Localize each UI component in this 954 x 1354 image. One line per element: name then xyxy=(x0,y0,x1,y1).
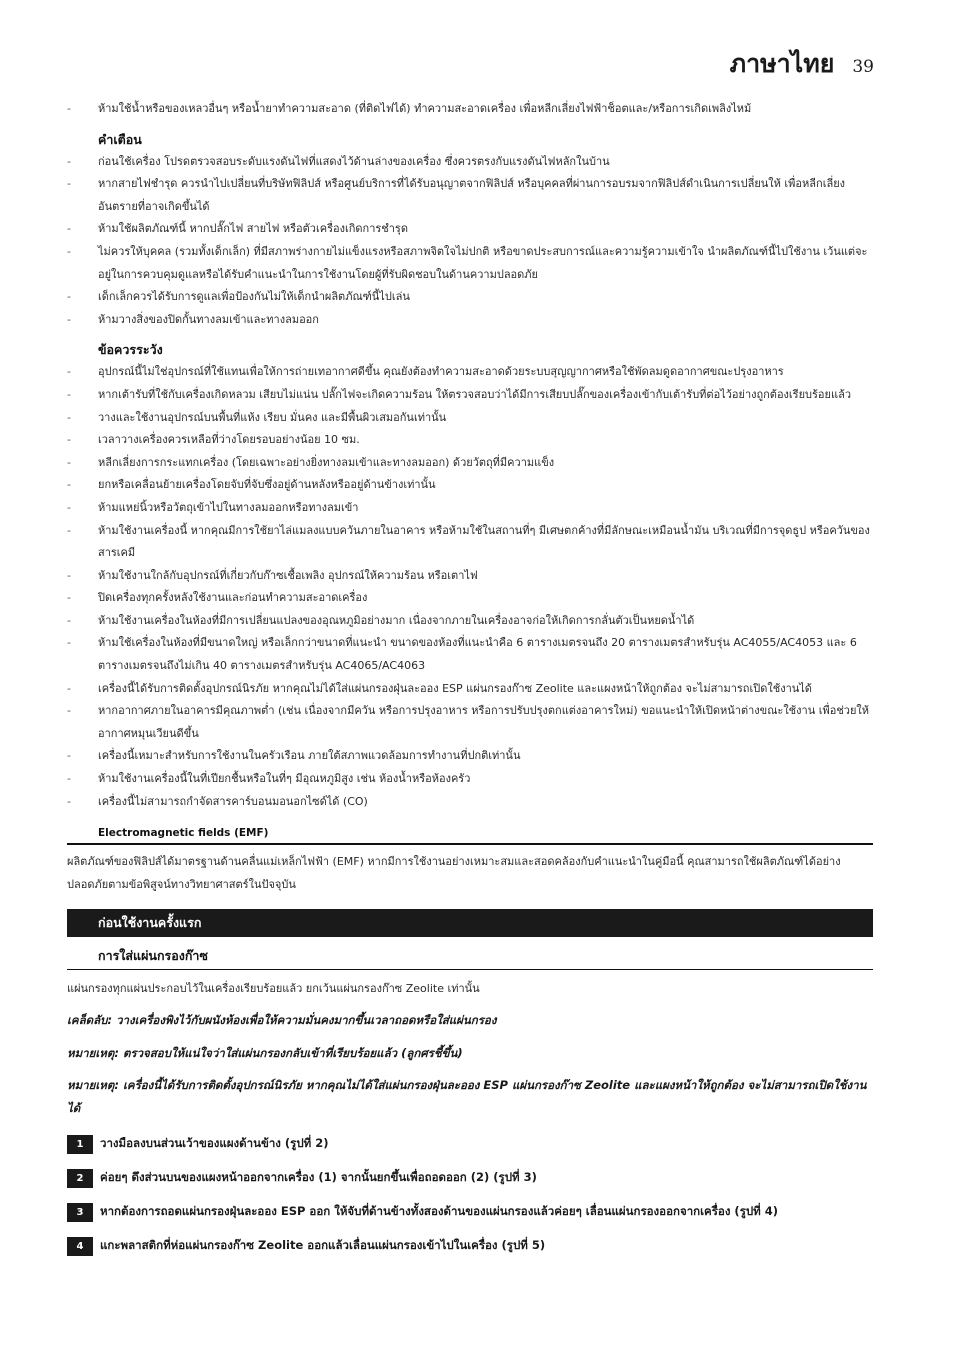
page-number: 39 xyxy=(852,57,874,77)
step-number: 4 xyxy=(67,1237,93,1256)
step-number: 3 xyxy=(67,1203,93,1222)
list-item: - เด็กเล็กควรได้รับการดูแลเพื่อป้องกันไม่ให้เด็กนำผลิตภัณฑ์นี้ไปเล่น xyxy=(67,286,873,309)
note-text: หมายเหตุ: ตรวจสอบให้แน่ใจว่าใส่แผ่นกรองกลับเข้าที่เรียบร้อยแล้ว (ลูกศรชี้ขึ้น) xyxy=(67,1045,463,1060)
list-item: - ห้ามแหย่นิ้วหรือวัตถุเข้าไปในทางลมออกหรือทางลมเข้า xyxy=(67,497,873,520)
list-item: - หากสายไฟชำรุด ควรนำไปเปลี่ยนที่บริษัทฟิลิปส์ หรือศูนย์บริการที่ได้รับอนุญาตจากฟิลิปส์ หรือบุคคลที่ผ่านการอบรมจากฟิลิปส์ดำเนินการเปลี่ยนให้ เพื่อหลีกเลี่ยงอันตรายที่อาจเกิดขึ้นได้ xyxy=(67,173,873,218)
step-text: ค่อยๆ ดึงส่วนบนของแผงหน้าออกจากเครื่อง (1) จากนั้นยกขึ้นเพื่อถอดออก (2) (รูปที่ 3) xyxy=(100,1170,537,1185)
step-item xyxy=(67,1167,873,1189)
page-content xyxy=(67,98,873,1257)
list-item: - ห้ามใช้งานใกล้กับอุปกรณ์ที่เกี่ยวกับก๊าซเชื้อเพลิง อุปกรณ์ให้ความร้อน หรือเตาไฟ xyxy=(67,565,873,588)
caution-heading: ข้อควรระวัง xyxy=(98,342,163,358)
tip-text: เคล็ดลับ: วางเครื่องพิงไว้กับผนังห้องเพื่อให้ความมั่นคงมากขึ้นเวลาถอดหรือใส่แผ่นกรอง xyxy=(67,1013,497,1027)
list-item: - ปิดเครื่องทุกครั้งหลังใช้งานและก่อนทำความสะอาดเครื่อง xyxy=(67,587,873,610)
step-item xyxy=(67,1133,873,1155)
list-item: - หากเต้ารับที่ใช้กับเครื่องเกิดหลวม เสียบไม่แน่น ปลั๊กไฟจะเกิดความร้อน ให้ตรวจสอบว่าได้มีการเสียบปลั๊กของเครื่องเข้ากับเต้ารับที่ต่อไว้อย่างถูกต้องเรียบร้อยแล้ว xyxy=(67,384,873,407)
list-item: - ก่อนใช้เครื่อง โปรดตรวจสอบระดับแรงดันไฟที่แสดงไว้ด้านล่างของเครื่อง ซึ่งควรตรงกับแรงดันไฟหลักในบ้าน xyxy=(67,151,873,174)
list-item: - ห้ามใช้ผลิตภัณฑ์นี้ หากปลั๊กไฟ สายไฟ หรือตัวเครื่องเกิดการชำรุด xyxy=(67,218,873,241)
list-item: - เวลาวางเครื่องควรเหลือที่ว่างโดยรอบอย่างน้อย 10 ซม. xyxy=(67,429,873,452)
step-item xyxy=(67,1201,873,1223)
list-item: - วางและใช้งานอุปกรณ์บนพื้นที่แห้ง เรียบ มั่นคง และมีพื้นผิวเสมอกันเท่านั้น xyxy=(67,407,873,430)
list-item: - ห้ามใช้น้ำหรือของเหลวอื่นๆ หรือน้ำยาทำความสะอาด (ที่ติดไฟได้) ทำความสะอาดเครื่อง เพื่อหลีกเลี่ยงไฟฟ้าช็อตและ/หรือการเกิดเพลิงไหม้ xyxy=(67,98,873,121)
emf-paragraph: ผลิตภัณฑ์ของฟิลิปส์ได้มาตรฐานด้านคลื่นแม่เหล็กไฟฟ้า (EMF) หากมีการใช้งานอย่างเหมาะสมและสอดคล้องกับคำแนะนำในคู่มือนี้ คุณสามารถใช้ผลิตภัณฑ์ได้อย่างปลอดภัยตามข้อพิสูจน์ทางวิทยาศาสตร์ในปัจจุบัน xyxy=(67,855,841,891)
note-text: หมายเหตุ: เครื่องนี้ได้รับการติดตั้งอุปกรณ์นิรภัย หากคุณไม่ได้ใส่แผ่นกรองฝุ่นละออง ESP แผ่นกรองก๊าซ Zeolite และแผงหน้าให้ถูกต้อง จะไม่สามารถเปิดใช้งานได้ xyxy=(67,1078,867,1115)
intro-paragraph: แผ่นกรองทุกแผ่นประกอบไว้ในเครื่องเรียบร้อยแล้ว ยกเว้นแผ่นกรองก๊าซ Zeolite เท่านั้น xyxy=(67,982,480,996)
list-item: - ยกหรือเคลื่อนย้ายเครื่องโดยจับที่จับซึ่งอยู่ด้านหลังหรืออยู่ด้านข้างเท่านั้น xyxy=(67,474,873,497)
page-header xyxy=(730,44,874,84)
language-title: ภาษาไทย xyxy=(729,49,835,78)
list-item: - ห้ามใช้งานเครื่องนี้ หากคุณมีการใช้ยาไล่แมลงแบบควันภายในอาคาร หรือห้ามใช้ในสถานที่ๆ มีเศษตกค้างที่มีลักษณะเหมือนน้ำมัน บริเวณที่มีการจุดธูป หรือควันของสารเคมี xyxy=(67,520,873,565)
list-item: - เครื่องนี้ไม่สามารถกำจัดสารคาร์บอนมอนอกไซด์ได้ (CO) xyxy=(67,791,873,814)
list-item: - หลีกเลี่ยงการกระแทกเครื่อง (โดยเฉพาะอย่างยิ่งทางลมเข้าและทางลมออก) ด้วยวัตถุที่มีความแข็ง xyxy=(67,452,873,475)
step-text: วางมือลงบนส่วนเว้าของแผงด้านข้าง (รูปที่ 2) xyxy=(100,1136,329,1151)
step-number: 1 xyxy=(67,1135,93,1154)
emf-heading: Electromagnetic fields (EMF) xyxy=(67,823,873,845)
list-item: - ไม่ควรให้บุคคล (รวมทั้งเด็กเล็ก) ที่มีสภาพร่างกายไม่แข็งแรงหรือสภาพจิตใจไม่ปกติ หรือขาดประสบการณ์และความรู้ความเข้าใจ นำผลิตภัณฑ์นี้ไปใช้งาน เว้นแต่จะอยู่ในการควบคุมดูแลหรือได้รับคำแนะนำในการใช้งานโดยผู้ที่รับผิดชอบในด้านความปลอดภัย xyxy=(67,241,873,286)
list-item: - เครื่องนี้ได้รับการติดตั้งอุปกรณ์นิรภัย หากคุณไม่ได้ใส่แผ่นกรองฝุ่นละออง ESP แผ่นกรองก๊าซ Zeolite และแผงหน้าให้ถูกต้อง จะไม่สามารถเปิดใช้งานได้ xyxy=(67,678,873,701)
step-text: แกะพลาสติกที่ห่อแผ่นกรองก๊าซ Zeolite ออกแล้วเลื่อนแผ่นกรองเข้าไปในเครื่อง (รูปที่ 5) xyxy=(100,1238,546,1253)
warning-heading: คำเตือน xyxy=(98,131,142,147)
step-text: หากต้องการถอดแผ่นกรองฝุ่นละออง ESP ออก ให้จับที่ด้านข้างทั้งสองด้านของแผ่นกรองแล้วค่อยๆ เลื่อนแผ่นกรองออกจากเครื่อง (รูปที่ 4) xyxy=(100,1204,779,1219)
list-item: - ห้ามวางสิ่งของปิดกั้นทางลมเข้าและทางลมออก xyxy=(67,309,873,332)
list-item: - เครื่องนี้เหมาะสำหรับการใช้งานในครัวเรือน ภายใต้สภาพแวดล้อมการทำงานที่ปกติเท่านั้น xyxy=(67,745,873,768)
subsection-heading: การใส่แผ่นกรองก๊าซ xyxy=(67,943,873,970)
section-heading-bar: ก่อนใช้งานครั้งแรก xyxy=(67,909,873,937)
step-item xyxy=(67,1235,873,1257)
list-item: - อุปกรณ์นี้ไม่ใช่อุปกรณ์ที่ใช้แทนเพื่อให้การถ่ายเทอากาศดีขึ้น คุณยังต้องทำความสะอาดด้วยระบบสุญญากาศหรือใช้พัดลมดูดอากาศขณะปรุงอาหาร xyxy=(67,361,873,384)
list-item: - ห้ามใช้งานเครื่องนี้ในที่เปียกชื้นหรือในที่ๆ มีอุณหภูมิสูง เช่น ห้องน้ำหรือห้องครัว xyxy=(67,768,873,791)
step-number: 2 xyxy=(67,1169,93,1188)
list-item: - ห้ามใช้เครื่องในห้องที่มีขนาดใหญ่ หรือเล็กกว่าขนาดที่แนะนำ ขนาดของห้องที่แนะนำคือ 6 ตารางเมตรจนถึง 20 ตารางเมตรสำหรับรุ่น AC4055/AC4053 และ 6 ตารางเมตรจนถึงไม่เกิน 40 ตารางเมตรสำหรับรุ่น AC4065/AC4063 xyxy=(67,632,873,677)
list-item: - หากอากาศภายในอาคารมีคุณภาพต่ำ (เช่น เนื่องจากมีควัน หรือการปรุงอาหาร หรือการปรับปรุงตกแต่งอาคารใหม่) ขอแนะนำให้เปิดหน้าต่างขณะใช้งาน เพื่อช่วยให้อากาศหมุนเวียนดีขึ้น xyxy=(67,700,873,745)
list-item: - ห้ามใช้งานเครื่องในห้องที่มีการเปลี่ยนแปลงของอุณหภูมิอย่างมาก เนื่องจากภายในเครื่องอาจก่อให้เกิดการกลั่นตัวเป็นหยดน้ำได้ xyxy=(67,610,873,633)
